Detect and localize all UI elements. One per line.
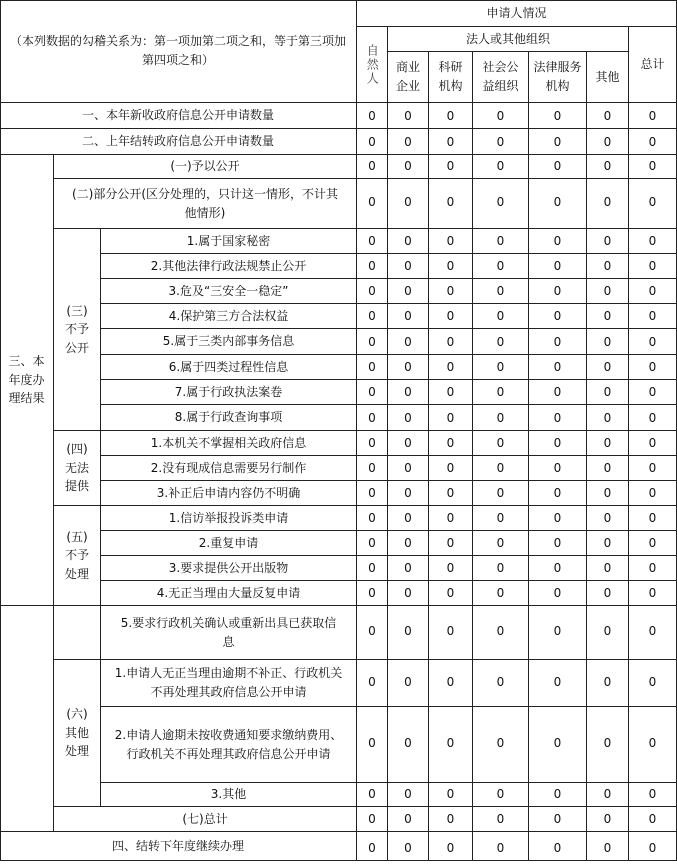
value-cell: 0: [587, 279, 629, 304]
row-label: 2.申请人逾期未按收费通知要求缴纳费用、 行政机关不再处理其政府信息公开申请: [101, 707, 357, 783]
value-cell: 0: [429, 355, 473, 380]
value-cell: 0: [629, 405, 677, 431]
value-cell: 0: [629, 380, 677, 405]
value-cell: 0: [587, 155, 629, 179]
value-cell: 0: [357, 832, 388, 861]
row-label: 3.危及“三安全一稳定”: [101, 279, 357, 304]
header-legal-group: 法人或其他组织: [388, 27, 629, 52]
value-cell: 0: [357, 660, 388, 707]
value-cell: 0: [388, 229, 429, 254]
value-cell: 0: [357, 155, 388, 179]
value-cell: 0: [388, 329, 429, 355]
value-cell: 0: [629, 329, 677, 355]
value-cell: 0: [473, 129, 529, 155]
header-total: 总计: [629, 27, 677, 103]
value-cell: 0: [587, 606, 629, 660]
value-cell: 0: [629, 129, 677, 155]
value-cell: 0: [529, 431, 587, 456]
value-cell: 0: [473, 531, 529, 556]
group-refuse: (三) 不予公开: [54, 229, 101, 431]
row-label: 2.重复申请: [101, 531, 357, 556]
value-cell: 0: [587, 431, 629, 456]
header-other: 其他: [587, 52, 629, 103]
value-cell: 0: [429, 380, 473, 405]
value-cell: 0: [587, 129, 629, 155]
value-cell: 0: [357, 304, 388, 329]
value-cell: 0: [357, 606, 388, 660]
value-cell: 0: [388, 783, 429, 807]
value-cell: 0: [587, 556, 629, 581]
value-cell: 0: [587, 405, 629, 431]
value-cell: 0: [629, 155, 677, 179]
value-cell: 0: [357, 506, 388, 531]
value-cell: 0: [587, 329, 629, 355]
value-cell: 0: [473, 329, 529, 355]
value-cell: 0: [473, 660, 529, 707]
header-research: 科研机构: [429, 52, 473, 103]
value-cell: 0: [357, 707, 388, 783]
value-cell: 0: [429, 481, 473, 506]
row-label: 4.无正当理由大量反复申请: [101, 581, 357, 606]
value-cell: 0: [429, 783, 473, 807]
value-cell: 0: [529, 606, 587, 660]
value-cell: 0: [629, 531, 677, 556]
row-label: 1.申请人无正当理由逾期不补正、行政机关 不再处理其政府信息公开申请: [101, 660, 357, 707]
value-cell: 0: [629, 660, 677, 707]
value-cell: 0: [529, 481, 587, 506]
value-cell: 0: [473, 254, 529, 279]
header-public-welfare: 社会公益组织: [473, 52, 529, 103]
value-cell: 0: [587, 380, 629, 405]
value-cell: 0: [429, 456, 473, 481]
value-cell: 0: [388, 380, 429, 405]
value-cell: 0: [629, 431, 677, 456]
value-cell: 0: [529, 103, 587, 129]
value-cell: 0: [429, 807, 473, 832]
value-cell: 0: [629, 481, 677, 506]
value-cell: 0: [473, 304, 529, 329]
value-cell: 0: [357, 556, 388, 581]
value-cell: 0: [473, 179, 529, 229]
note-cell: （本列数据的勾稽关系为：第一项加第二项之和，等于第三项加第四项之和）: [0, 0, 357, 103]
value-cell: 0: [629, 456, 677, 481]
value-cell: 0: [529, 506, 587, 531]
group-blank-mid: [54, 606, 101, 660]
row-label: (七)总计: [54, 807, 357, 832]
value-cell: 0: [357, 531, 388, 556]
row-label: 5.要求行政机关确认或重新出具已获取信 息: [101, 606, 357, 660]
value-cell: 0: [357, 783, 388, 807]
value-cell: 0: [388, 254, 429, 279]
value-cell: 0: [529, 405, 587, 431]
value-cell: 0: [629, 355, 677, 380]
value-cell: 0: [587, 179, 629, 229]
value-cell: 0: [357, 103, 388, 129]
header-applicant-status: 申请人情况: [357, 0, 677, 27]
value-cell: 0: [388, 660, 429, 707]
value-cell: 0: [357, 279, 388, 304]
row-label: 四、结转下年度继续办理: [0, 832, 357, 861]
value-cell: 0: [473, 431, 529, 456]
value-cell: 0: [429, 179, 473, 229]
row-label: 5.属于三类内部事务信息: [101, 329, 357, 355]
value-cell: 0: [429, 506, 473, 531]
value-cell: 0: [473, 279, 529, 304]
value-cell: 0: [529, 807, 587, 832]
row-label: 8.属于行政查询事项: [101, 405, 357, 431]
value-cell: 0: [629, 506, 677, 531]
group-not-handle: (五) 不予处理: [54, 506, 101, 606]
value-cell: 0: [429, 329, 473, 355]
value-cell: 0: [529, 556, 587, 581]
row-label: 1.属于国家秘密: [101, 229, 357, 254]
group-unable: (四) 无法提供: [54, 431, 101, 506]
value-cell: 0: [388, 606, 429, 660]
value-cell: 0: [587, 660, 629, 707]
value-cell: 0: [388, 431, 429, 456]
value-cell: 0: [429, 556, 473, 581]
row-label: 3.其他: [101, 783, 357, 807]
value-cell: 0: [388, 155, 429, 179]
value-cell: 0: [629, 254, 677, 279]
value-cell: 0: [629, 807, 677, 832]
value-cell: 0: [388, 581, 429, 606]
value-cell: 0: [388, 531, 429, 556]
value-cell: 0: [629, 581, 677, 606]
value-cell: 0: [473, 155, 529, 179]
value-cell: 0: [388, 481, 429, 506]
value-cell: 0: [629, 229, 677, 254]
value-cell: 0: [587, 254, 629, 279]
value-cell: 0: [388, 456, 429, 481]
row-label: 二、上年结转政府信息公开申请数量: [0, 129, 357, 155]
value-cell: 0: [587, 355, 629, 380]
value-cell: 0: [388, 103, 429, 129]
value-cell: 0: [529, 279, 587, 304]
value-cell: 0: [587, 229, 629, 254]
header-natural-person: 自然人: [357, 27, 388, 103]
value-cell: 0: [429, 129, 473, 155]
value-cell: 0: [587, 456, 629, 481]
row-label: 1.本机关不掌握相关政府信息: [101, 431, 357, 456]
value-cell: 0: [629, 783, 677, 807]
value-cell: 0: [357, 405, 388, 431]
value-cell: 0: [388, 707, 429, 783]
value-cell: 0: [629, 103, 677, 129]
value-cell: 0: [529, 355, 587, 380]
value-cell: 0: [529, 380, 587, 405]
value-cell: 0: [388, 179, 429, 229]
value-cell: 0: [587, 832, 629, 861]
value-cell: 0: [429, 155, 473, 179]
row-label: (一)予以公开: [54, 155, 357, 179]
group-other: (六) 其他处理: [54, 660, 101, 807]
row-label: 7.属于行政执法案卷: [101, 380, 357, 405]
value-cell: 0: [529, 179, 587, 229]
value-cell: 0: [473, 355, 529, 380]
value-cell: 0: [388, 405, 429, 431]
value-cell: 0: [429, 531, 473, 556]
value-cell: 0: [587, 707, 629, 783]
value-cell: 0: [357, 481, 388, 506]
value-cell: 0: [473, 380, 529, 405]
value-cell: 0: [529, 581, 587, 606]
row-label: 3.要求提供公开出版物: [101, 556, 357, 581]
value-cell: 0: [529, 531, 587, 556]
value-cell: 0: [473, 103, 529, 129]
value-cell: 0: [529, 707, 587, 783]
value-cell: 0: [473, 606, 529, 660]
value-cell: 0: [529, 783, 587, 807]
value-cell: 0: [473, 807, 529, 832]
group-result: 三、本年度办理结果: [0, 155, 54, 606]
value-cell: 0: [587, 783, 629, 807]
value-cell: 0: [388, 279, 429, 304]
value-cell: 0: [529, 456, 587, 481]
value-cell: 0: [357, 807, 388, 832]
value-cell: 0: [357, 581, 388, 606]
value-cell: 0: [429, 229, 473, 254]
value-cell: 0: [429, 660, 473, 707]
value-cell: 0: [429, 832, 473, 861]
value-cell: 0: [429, 304, 473, 329]
value-cell: 0: [357, 380, 388, 405]
value-cell: 0: [629, 606, 677, 660]
value-cell: 0: [429, 707, 473, 783]
value-cell: 0: [388, 129, 429, 155]
value-cell: 0: [587, 581, 629, 606]
value-cell: 0: [388, 304, 429, 329]
value-cell: 0: [529, 660, 587, 707]
value-cell: 0: [473, 405, 529, 431]
value-cell: 0: [529, 129, 587, 155]
row-label: 4.保护第三方合法权益: [101, 304, 357, 329]
value-cell: 0: [587, 304, 629, 329]
row-label: 2.其他法律行政法规禁止公开: [101, 254, 357, 279]
value-cell: 0: [388, 807, 429, 832]
value-cell: 0: [357, 254, 388, 279]
value-cell: 0: [429, 405, 473, 431]
value-cell: 0: [388, 355, 429, 380]
value-cell: 0: [357, 355, 388, 380]
value-cell: 0: [357, 456, 388, 481]
value-cell: 0: [357, 329, 388, 355]
value-cell: 0: [473, 556, 529, 581]
row-label: 一、本年新收政府信息公开申请数量: [0, 103, 357, 129]
value-cell: 0: [629, 556, 677, 581]
value-cell: 0: [429, 606, 473, 660]
value-cell: 0: [357, 229, 388, 254]
value-cell: 0: [429, 254, 473, 279]
value-cell: 0: [473, 581, 529, 606]
value-cell: 0: [629, 179, 677, 229]
value-cell: 0: [529, 832, 587, 861]
value-cell: 0: [587, 506, 629, 531]
value-cell: 0: [529, 155, 587, 179]
value-cell: 0: [587, 103, 629, 129]
value-cell: 0: [587, 481, 629, 506]
value-cell: 0: [473, 707, 529, 783]
value-cell: 0: [388, 556, 429, 581]
header-legal-service: 法律服务机构: [529, 52, 587, 103]
value-cell: 0: [473, 783, 529, 807]
value-cell: 0: [473, 832, 529, 861]
row-label: (二)部分公开(区分处理的，只计这一情形，不计其他情形): [54, 179, 357, 229]
value-cell: 0: [388, 506, 429, 531]
value-cell: 0: [587, 531, 629, 556]
value-cell: 0: [529, 304, 587, 329]
value-cell: 0: [473, 481, 529, 506]
value-cell: 0: [473, 456, 529, 481]
value-cell: 0: [529, 329, 587, 355]
value-cell: 0: [529, 229, 587, 254]
row-label: 6.属于四类过程性信息: [101, 355, 357, 380]
value-cell: 0: [629, 832, 677, 861]
value-cell: 0: [473, 229, 529, 254]
value-cell: 0: [357, 431, 388, 456]
value-cell: 0: [587, 807, 629, 832]
value-cell: 0: [429, 581, 473, 606]
value-cell: 0: [429, 279, 473, 304]
value-cell: 0: [529, 254, 587, 279]
value-cell: 0: [429, 431, 473, 456]
value-cell: 0: [629, 279, 677, 304]
row-label: 1.信访举报投诉类申请: [101, 506, 357, 531]
value-cell: 0: [429, 103, 473, 129]
header-business: 商业企业: [388, 52, 429, 103]
row-label: 2.没有现成信息需要另行制作: [101, 456, 357, 481]
value-cell: 0: [629, 707, 677, 783]
group-blank-left: [0, 606, 54, 832]
value-cell: 0: [629, 304, 677, 329]
value-cell: 0: [473, 506, 529, 531]
value-cell: 0: [357, 179, 388, 229]
row-label: 3.补正后申请内容仍不明确: [101, 481, 357, 506]
value-cell: 0: [357, 129, 388, 155]
value-cell: 0: [388, 832, 429, 861]
